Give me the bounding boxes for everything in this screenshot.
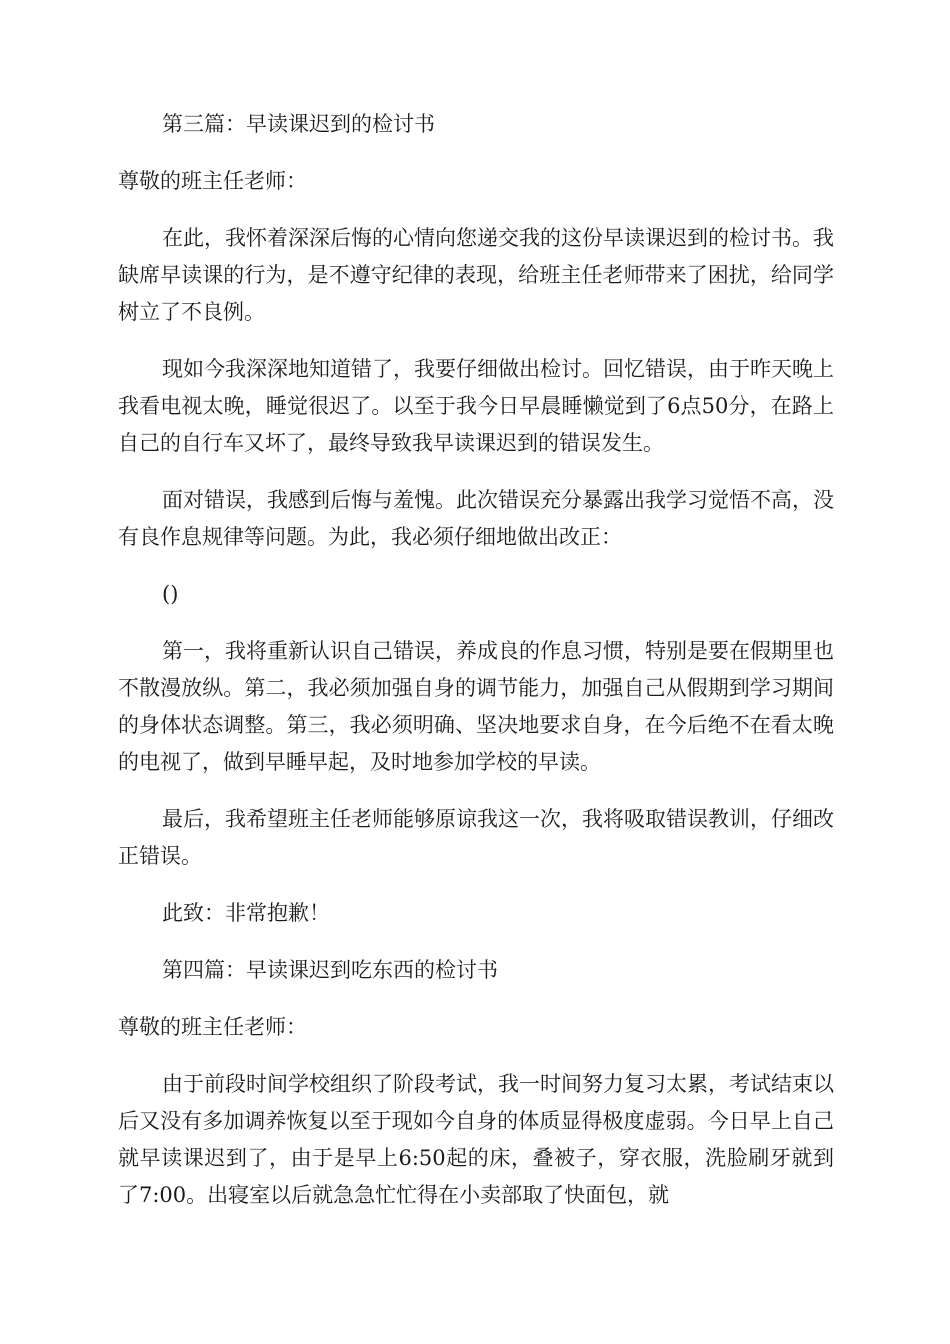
document-body — [118, 106, 834, 1234]
body-paragraph: 在此，我怀着深深后悔的心情向您递交我的这份早读课迟到的检讨书。我缺席早读课的行为，是不遵守纪律的表现，给班主任老师带来了困扰，给同学树立了不良例。 — [118, 226, 834, 324]
body-paragraph: 面对错误，我感到后悔与羞愧。此次错误充分暴露出我学习觉悟不高，没有良作息规律等问题。为此，我必须仔细地做出改正： — [118, 488, 834, 549]
section-title-3: 第三篇：早读课迟到的检讨书 — [162, 112, 435, 136]
body-paragraph: 由于前段时间学校组织了阶段考试，我一时间努力复习太累，考试结束以后又没有多加调养恢复以至于现如今自身的体质显得极度虚弱。今日早上自己就早读课迟到了，由于是早上6:50起的床，叠被子，穿衣服，洗脸刷牙就到了7:00。出寝室以后就急急忙忙得在小卖部取了快面包，就 — [118, 1072, 834, 1207]
body-paragraph: () — [162, 582, 179, 606]
body-paragraph: 最后，我希望班主任老师能够原谅我这一次，我将吸取错误教训，仔细改正错误。 — [118, 807, 834, 868]
section-title-4: 第四篇：早读课迟到吃东西的检讨书 — [162, 958, 498, 982]
salutation: 尊敬的班主任老师： — [118, 169, 307, 193]
body-paragraph: 现如今我深深地知道错了，我要仔细做出检讨。回忆错误，由于昨天晚上我看电视太晚，睡觉很迟了。以至于我今日早晨睡懒觉到了6点50分，在路上自己的自行车又坏了，最终导致我早读课迟到的错误发生。 — [118, 357, 834, 455]
closing-line: 此致：非常抱歉！ — [162, 901, 330, 925]
body-paragraph: 第一，我将重新认识自己错误，养成良的作息习惯，特别是要在假期里也不散漫放纵。第二，我必须加强自身的调节能力，加强自己从假期到学习期间的身体状态调整。第三，我必须明确、坚决地要求自身，在今后绝不在看太晚的电视了，做到早睡早起，及时地参加学校的早读。 — [118, 639, 834, 774]
salutation: 尊敬的班主任老师： — [118, 1015, 307, 1039]
